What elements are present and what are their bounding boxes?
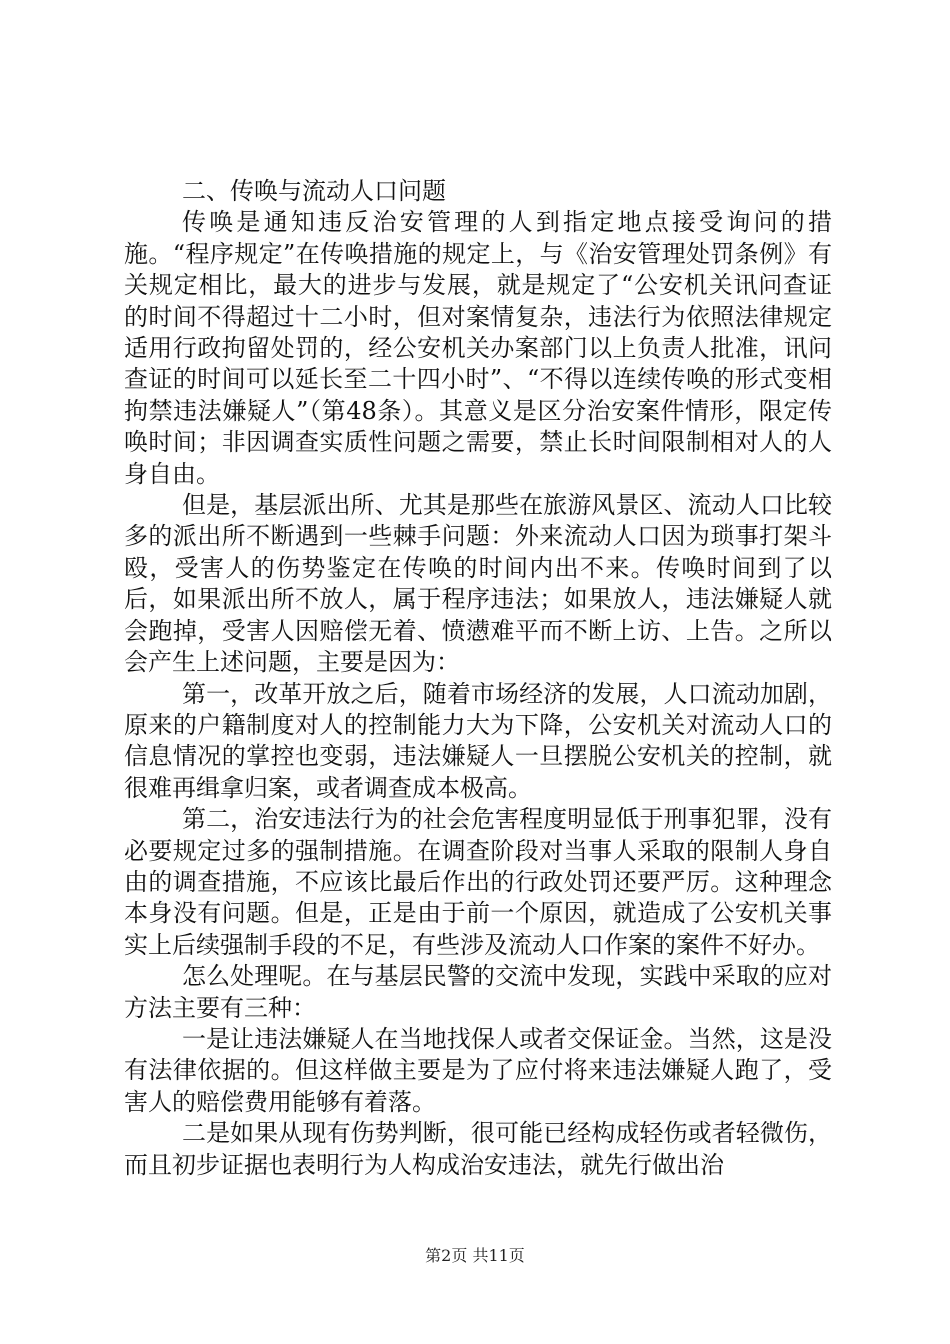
paragraph-6: 一是让违法嫌疑人在当地找保人或者交保证金。当然，这是没有法律依据的。但这样做主要是为了应付将来违法嫌疑人跑了，受害人的赔偿费用能够有着落。	[124, 1024, 832, 1116]
paragraph-1: 传唤是通知违反治安管理的人到指定地点接受询问的措施。“程序规定”在传唤措施的规定上，与《治安管理处罚条例》有关规定相比，最大的进步与发展，就是规定了“公安机关讯问查证的时间不得超过十二小时，但对案情复杂，违法行为依照法律规定适用行政拘留处罚的，经公安机关办案部门以上负责人批准，讯问查证的时间可以延长至二十四小时”、“不得以连续传唤的形式变相拘禁违法嫌疑人”（第48条）。其意义是区分治安案件情形，限定传唤时间；非因调查实质性问题之需要，禁止长时间限制相对人的人身自由。	[124, 208, 832, 488]
paragraph-3: 第一，改革开放之后，随着市场经济的发展，人口流动加剧，原来的户籍制度对人的控制能力大为下降，公安机关对流动人口的信息情况的掌控也变弱，违法嫌疑人一旦摆脱公安机关的控制，就很难再缉拿归案，或者调查成本极高。	[124, 679, 832, 802]
document-body	[124, 176, 832, 1181]
paragraph-7: 二是如果从现有伤势判断，很可能已经构成轻伤或者轻微伤，而且初步证据也表明行为人构成治安违法，就先行做出治	[124, 1119, 832, 1179]
section-heading: 二、传唤与流动人口问题	[182, 177, 446, 205]
page-footer: 第2页 共11页	[425, 1246, 525, 1265]
paragraph-5: 怎么处理呢。在与基层民警的交流中发现，实践中采取的应对方法主要有三种：	[124, 962, 832, 1022]
paragraph-4: 第二，治安违法行为的社会危害程度明显低于刑事犯罪，没有必要规定过多的强制措施。在调查阶段对当事人采取的限制人身自由的调查措施，不应该比最后作出的行政处罚还要严厉。这种理念本身没有问题。但是，正是由于前一个原因，就造成了公安机关事实上后续强制手段的不足，有些涉及流动人口作案的案件不好办。	[124, 805, 832, 959]
paragraph-2: 但是，基层派出所、尤其是那些在旅游风景区、流动人口比较多的派出所不断遇到一些棘手问题：外来流动人口因为琐事打架斗殴，受害人的伤势鉴定在传唤的时间内出不来。传唤时间到了以后，如果派出所不放人，属于程序违法；如果放人，违法嫌疑人就会跑掉，受害人因赔偿无着、愤懑难平而不断上访、上告。之所以会产生上述问题，主要是因为：	[124, 491, 832, 677]
